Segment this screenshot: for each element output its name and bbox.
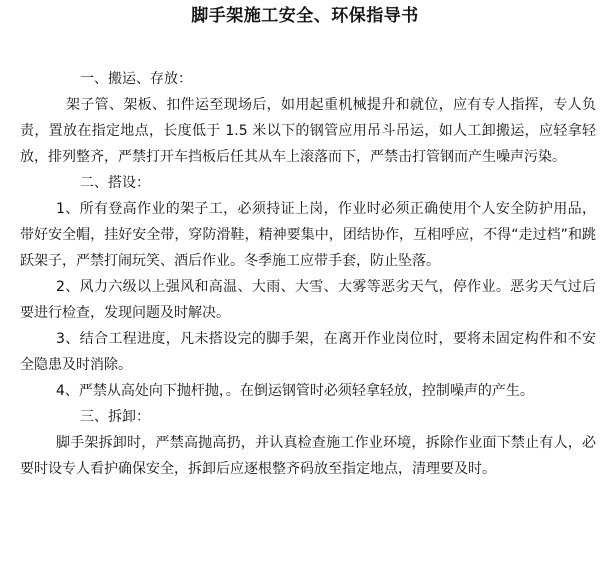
paragraph-erection-2: 2、风力六级以上强风和高温、大雨、大雪、大雾等恶劣天气，停作业。恶劣天气过后要进行检查，发现问题及时解决。 xyxy=(20,279,596,321)
section-heading-erection: 二、搭设： xyxy=(80,175,150,191)
document-body xyxy=(20,66,596,482)
paragraph-erection-1: 1、所有登高作业的架子工，必须持证上岗，作业时必须正确使用个人安全防护用品，带好安全帽，挂好安全带，穿防滑鞋，精神要集中，团结协作，互相呼应，不得“走过档”和跳跃架子，严禁打闹玩笑、酒后作业。冬季施工应带手套，防止坠落。 xyxy=(20,201,596,269)
paragraph-erection-4: 4、严禁从高处向下抛杆抛，。在倒运钢管时必须轻拿轻放，控制噪声的产生。 xyxy=(56,383,534,399)
section-heading-dismantling: 三、拆卸： xyxy=(80,409,150,425)
document-title: 脚手架施工安全、环保指导书 xyxy=(191,6,419,26)
paragraph-erection-3: 3、结合工程进度，凡未搭设完的脚手架，在离开作业岗位时，要将未固定构件和不安全隐患及时消除。 xyxy=(20,331,596,373)
paragraph-dismantling-1: 脚手架拆卸时，严禁高抛高扔，并认真检查施工作业环境，拆除作业面下禁止有人，必要时设专人看护确保安全，拆卸后应逐根整齐码放至指定地点，清理要及时。 xyxy=(20,435,596,477)
section-heading-handling: 一、搬运、存放： xyxy=(80,71,192,87)
paragraph-handling-1: 架子管、架板、扣件运至现场后，如用起重机械提升和就位，应有专人指挥，专人负责，置放在指定地点，长度低于 1.5 米以下的钢管应用吊斗吊运，如人工卸搬运，应轻拿轻放，排列整齐，严禁打开车挡板后任其从车上滚落而下，严禁击打管钢而产生噪声污染。 xyxy=(20,97,596,165)
